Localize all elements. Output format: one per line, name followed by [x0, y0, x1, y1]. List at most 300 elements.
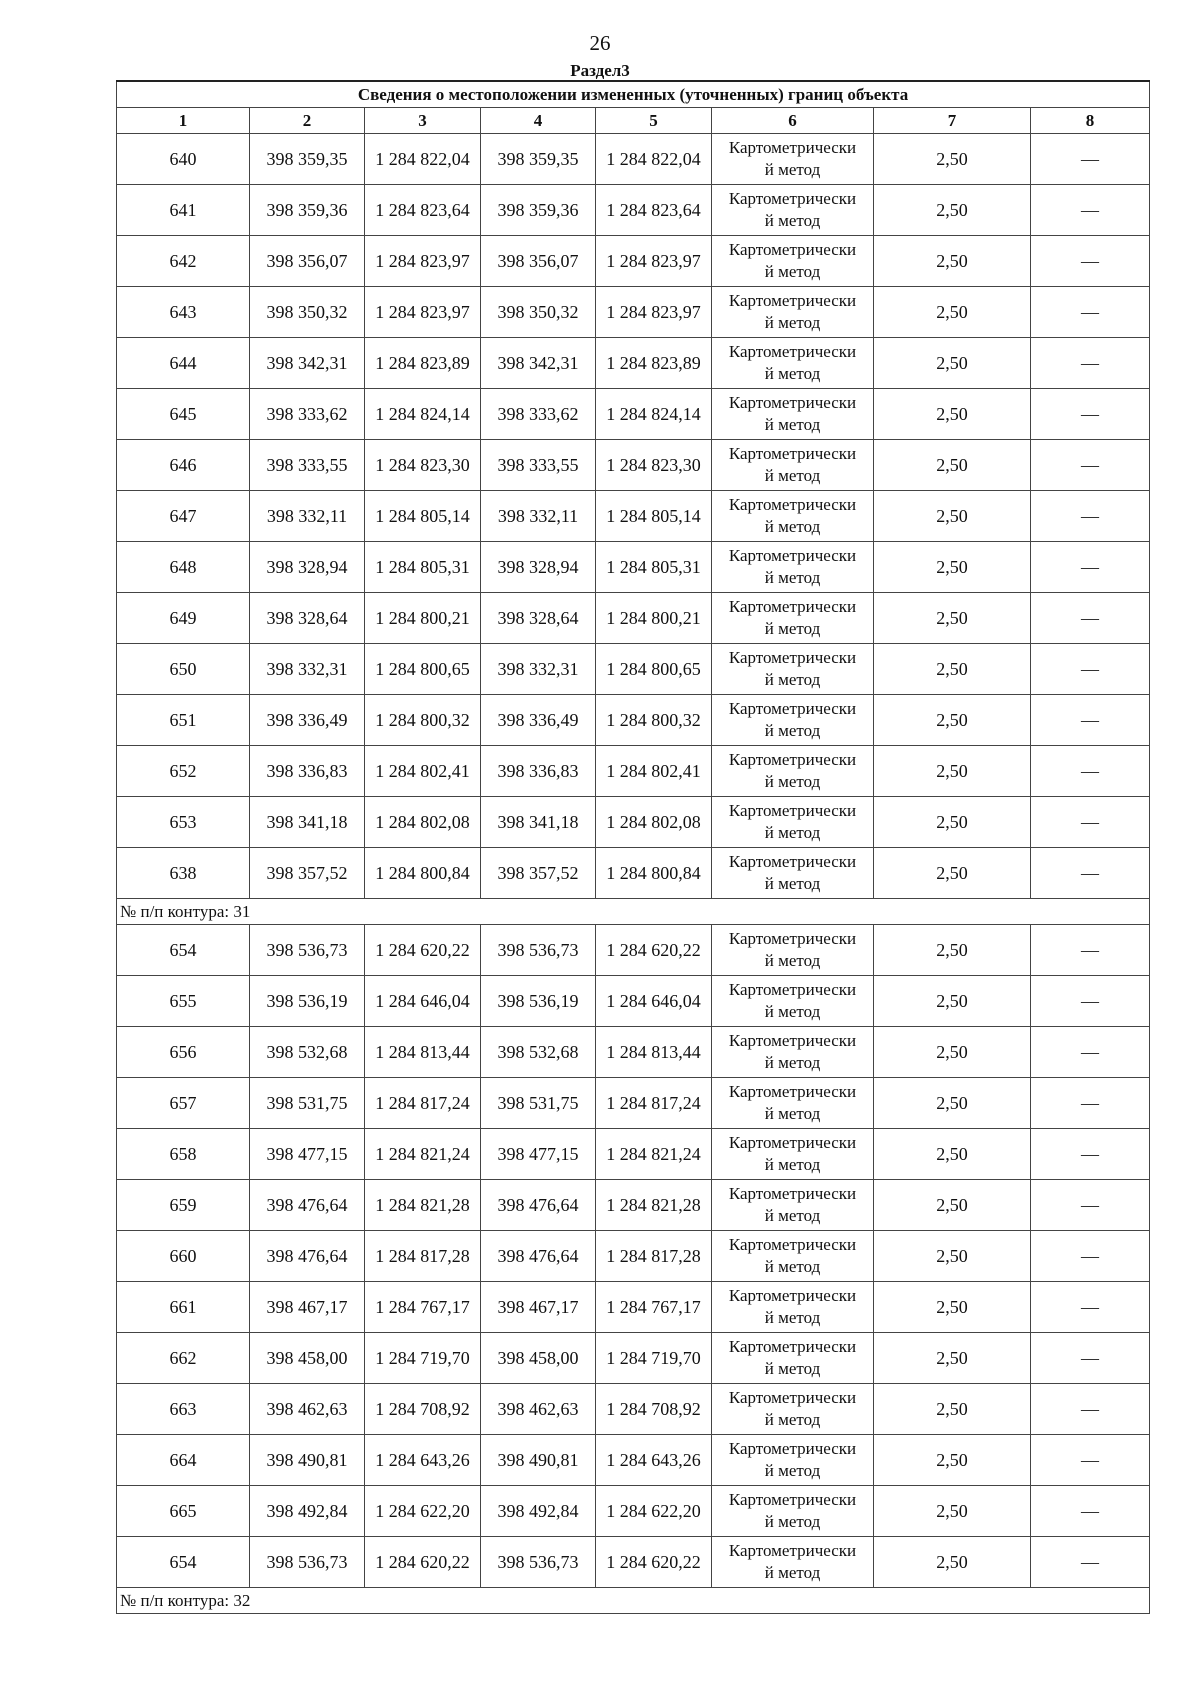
accuracy-cell: 2,50 — [874, 1486, 1031, 1537]
accuracy-cell: 2,50 — [874, 848, 1031, 899]
x-new-cell: 398 332,31 — [481, 644, 596, 695]
dash-cell: — — [1031, 1435, 1150, 1486]
method-line: й метод — [764, 1512, 821, 1531]
x-new-cell: 398 333,62 — [481, 389, 596, 440]
dash-cell: — — [1031, 1537, 1150, 1588]
method-line: Картометрически — [728, 291, 857, 310]
y-new-cell: 1 284 802,41 — [596, 746, 712, 797]
y-new-cell: 1 284 800,32 — [596, 695, 712, 746]
method-line: й метод — [764, 1257, 821, 1276]
point-number-cell: 644 — [117, 338, 250, 389]
method-line: Картометрически — [728, 1082, 857, 1101]
x-new-cell: 398 342,31 — [481, 338, 596, 389]
y-new-cell: 1 284 805,14 — [596, 491, 712, 542]
x-existing-cell: 398 536,73 — [250, 925, 365, 976]
accuracy-cell: 2,50 — [874, 1282, 1031, 1333]
table-row — [117, 1282, 1150, 1333]
table-row — [117, 185, 1150, 236]
point-number-cell: 642 — [117, 236, 250, 287]
y-new-cell: 1 284 823,89 — [596, 338, 712, 389]
y-existing-cell: 1 284 643,26 — [365, 1435, 481, 1486]
table-row — [117, 1027, 1150, 1078]
x-existing-cell: 398 477,15 — [250, 1129, 365, 1180]
contour-label: № п/п контура: 32 — [117, 1588, 1150, 1614]
x-new-cell: 398 336,83 — [481, 746, 596, 797]
x-new-cell: 398 536,73 — [481, 1537, 596, 1588]
contour-row — [117, 1588, 1150, 1614]
accuracy-cell: 2,50 — [874, 1333, 1031, 1384]
accuracy-cell: 2,50 — [874, 1384, 1031, 1435]
x-existing-cell: 398 336,49 — [250, 695, 365, 746]
x-new-cell: 398 476,64 — [481, 1180, 596, 1231]
y-existing-cell: 1 284 620,22 — [365, 925, 481, 976]
column-header: 5 — [596, 108, 712, 134]
method-line: Картометрически — [728, 750, 857, 769]
table-row — [117, 1231, 1150, 1282]
table-row — [117, 925, 1150, 976]
method-cell — [712, 848, 874, 899]
method-cell — [712, 976, 874, 1027]
y-existing-cell: 1 284 800,21 — [365, 593, 481, 644]
method-cell — [712, 287, 874, 338]
accuracy-cell: 2,50 — [874, 1231, 1031, 1282]
dash-cell: — — [1031, 925, 1150, 976]
method-cell — [712, 695, 874, 746]
dash-cell: — — [1031, 338, 1150, 389]
column-header: 7 — [874, 108, 1031, 134]
dash-cell: — — [1031, 976, 1150, 1027]
x-existing-cell: 398 342,31 — [250, 338, 365, 389]
x-new-cell: 398 332,11 — [481, 491, 596, 542]
method-line: Картометрически — [728, 648, 857, 667]
method-cell — [712, 746, 874, 797]
dash-cell: — — [1031, 542, 1150, 593]
accuracy-cell: 2,50 — [874, 644, 1031, 695]
method-cell — [712, 389, 874, 440]
dash-cell: — — [1031, 236, 1150, 287]
method-cell — [712, 1486, 874, 1537]
method-cell — [712, 185, 874, 236]
y-new-cell: 1 284 823,64 — [596, 185, 712, 236]
method-line: й метод — [764, 160, 821, 179]
point-number-cell: 643 — [117, 287, 250, 338]
y-existing-cell: 1 284 824,14 — [365, 389, 481, 440]
point-number-cell: 647 — [117, 491, 250, 542]
table-row — [117, 1537, 1150, 1588]
method-line: й метод — [764, 874, 821, 893]
method-line: й метод — [764, 823, 821, 842]
table-row — [117, 1180, 1150, 1231]
column-header: 2 — [250, 108, 365, 134]
method-line: й метод — [764, 1053, 821, 1072]
method-line: Картометрически — [728, 1337, 857, 1356]
method-cell — [712, 1129, 874, 1180]
method-cell — [712, 491, 874, 542]
x-existing-cell: 398 359,36 — [250, 185, 365, 236]
table-title: Сведения о местоположении измененных (уточненных) границ объекта — [117, 81, 1150, 108]
x-existing-cell: 398 536,19 — [250, 976, 365, 1027]
dash-cell: — — [1031, 1129, 1150, 1180]
table-row — [117, 1435, 1150, 1486]
method-line: Картометрически — [728, 444, 857, 463]
x-new-cell: 398 467,17 — [481, 1282, 596, 1333]
point-number-cell: 651 — [117, 695, 250, 746]
method-line: й метод — [764, 568, 821, 587]
method-line: й метод — [764, 951, 821, 970]
y-new-cell: 1 284 620,22 — [596, 1537, 712, 1588]
dash-cell: — — [1031, 797, 1150, 848]
y-existing-cell: 1 284 767,17 — [365, 1282, 481, 1333]
x-existing-cell: 398 476,64 — [250, 1231, 365, 1282]
method-cell — [712, 644, 874, 695]
method-line: й метод — [764, 313, 821, 332]
y-existing-cell: 1 284 822,04 — [365, 134, 481, 185]
table-row — [117, 134, 1150, 185]
point-number-cell: 641 — [117, 185, 250, 236]
method-cell — [712, 542, 874, 593]
table-row — [117, 542, 1150, 593]
point-number-cell: 660 — [117, 1231, 250, 1282]
y-new-cell: 1 284 800,84 — [596, 848, 712, 899]
method-line: й метод — [764, 211, 821, 230]
section-title: Раздел3 — [570, 61, 630, 80]
y-new-cell: 1 284 646,04 — [596, 976, 712, 1027]
column-header: 1 — [117, 108, 250, 134]
method-line: Картометрически — [728, 546, 857, 565]
point-number-cell: 657 — [117, 1078, 250, 1129]
y-new-cell: 1 284 823,97 — [596, 236, 712, 287]
dash-cell: — — [1031, 848, 1150, 899]
method-line: Картометрически — [728, 1184, 857, 1203]
y-new-cell: 1 284 817,24 — [596, 1078, 712, 1129]
y-existing-cell: 1 284 813,44 — [365, 1027, 481, 1078]
boundary-table — [116, 80, 1150, 1614]
y-new-cell: 1 284 767,17 — [596, 1282, 712, 1333]
method-line: Картометрически — [728, 1439, 857, 1458]
table-row — [117, 695, 1150, 746]
method-line: й метод — [764, 772, 821, 791]
table-row — [117, 236, 1150, 287]
method-line: й метод — [764, 1563, 821, 1582]
method-line: Картометрически — [728, 1490, 857, 1509]
y-new-cell: 1 284 822,04 — [596, 134, 712, 185]
dash-cell: — — [1031, 593, 1150, 644]
point-number-cell: 664 — [117, 1435, 250, 1486]
y-existing-cell: 1 284 821,24 — [365, 1129, 481, 1180]
y-existing-cell: 1 284 800,32 — [365, 695, 481, 746]
y-new-cell: 1 284 824,14 — [596, 389, 712, 440]
contour-row — [117, 899, 1150, 925]
method-cell — [712, 1027, 874, 1078]
accuracy-cell: 2,50 — [874, 925, 1031, 976]
y-new-cell: 1 284 708,92 — [596, 1384, 712, 1435]
x-new-cell: 398 350,32 — [481, 287, 596, 338]
y-existing-cell: 1 284 823,97 — [365, 236, 481, 287]
x-existing-cell: 398 333,62 — [250, 389, 365, 440]
y-new-cell: 1 284 620,22 — [596, 925, 712, 976]
point-number-cell: 652 — [117, 746, 250, 797]
x-new-cell: 398 357,52 — [481, 848, 596, 899]
x-existing-cell: 398 356,07 — [250, 236, 365, 287]
table-row — [117, 1486, 1150, 1537]
method-line: й метод — [764, 466, 821, 485]
dash-cell: — — [1031, 1078, 1150, 1129]
method-cell — [712, 1537, 874, 1588]
method-line: й метод — [764, 1155, 821, 1174]
dash-cell: — — [1031, 389, 1150, 440]
y-existing-cell: 1 284 823,97 — [365, 287, 481, 338]
method-line: й метод — [764, 517, 821, 536]
x-existing-cell: 398 467,17 — [250, 1282, 365, 1333]
accuracy-cell: 2,50 — [874, 1435, 1031, 1486]
x-existing-cell: 398 532,68 — [250, 1027, 365, 1078]
y-existing-cell: 1 284 620,22 — [365, 1537, 481, 1588]
x-existing-cell: 398 359,35 — [250, 134, 365, 185]
method-cell — [712, 1180, 874, 1231]
table-row — [117, 491, 1150, 542]
accuracy-cell: 2,50 — [874, 185, 1031, 236]
dash-cell: — — [1031, 1231, 1150, 1282]
x-existing-cell: 398 332,11 — [250, 491, 365, 542]
y-new-cell: 1 284 821,28 — [596, 1180, 712, 1231]
method-line: Картометрически — [728, 495, 857, 514]
point-number-cell: 665 — [117, 1486, 250, 1537]
dash-cell: — — [1031, 1384, 1150, 1435]
y-new-cell: 1 284 813,44 — [596, 1027, 712, 1078]
column-header-row — [117, 108, 1150, 134]
method-line: Картометрически — [728, 138, 857, 157]
method-cell — [712, 1282, 874, 1333]
dash-cell: — — [1031, 1180, 1150, 1231]
method-line: Картометрически — [728, 929, 857, 948]
y-existing-cell: 1 284 805,14 — [365, 491, 481, 542]
y-existing-cell: 1 284 821,28 — [365, 1180, 481, 1231]
y-existing-cell: 1 284 802,41 — [365, 746, 481, 797]
point-number-cell: 648 — [117, 542, 250, 593]
method-line: Картометрически — [728, 801, 857, 820]
point-number-cell: 655 — [117, 976, 250, 1027]
method-line: Картометрически — [728, 1286, 857, 1305]
method-cell — [712, 797, 874, 848]
method-line: й метод — [764, 1461, 821, 1480]
table-row — [117, 1333, 1150, 1384]
x-new-cell: 398 359,35 — [481, 134, 596, 185]
column-header: 8 — [1031, 108, 1150, 134]
dash-cell: — — [1031, 1333, 1150, 1384]
x-existing-cell: 398 328,94 — [250, 542, 365, 593]
y-new-cell: 1 284 800,65 — [596, 644, 712, 695]
point-number-cell: 653 — [117, 797, 250, 848]
x-existing-cell: 398 536,73 — [250, 1537, 365, 1588]
point-number-cell: 645 — [117, 389, 250, 440]
point-number-cell: 654 — [117, 925, 250, 976]
method-line: Картометрически — [728, 342, 857, 361]
method-cell — [712, 593, 874, 644]
x-existing-cell: 398 350,32 — [250, 287, 365, 338]
x-new-cell: 398 333,55 — [481, 440, 596, 491]
column-header: 4 — [481, 108, 596, 134]
y-existing-cell: 1 284 823,89 — [365, 338, 481, 389]
table-row — [117, 644, 1150, 695]
method-line: й метод — [764, 364, 821, 383]
y-existing-cell: 1 284 800,84 — [365, 848, 481, 899]
method-line: й метод — [764, 1359, 821, 1378]
dash-cell: — — [1031, 1486, 1150, 1537]
x-new-cell: 398 328,64 — [481, 593, 596, 644]
column-header: 3 — [365, 108, 481, 134]
method-cell — [712, 1333, 874, 1384]
x-existing-cell: 398 333,55 — [250, 440, 365, 491]
x-existing-cell: 398 341,18 — [250, 797, 365, 848]
x-new-cell: 398 356,07 — [481, 236, 596, 287]
accuracy-cell: 2,50 — [874, 746, 1031, 797]
x-new-cell: 398 458,00 — [481, 1333, 596, 1384]
method-line: Картометрически — [728, 393, 857, 412]
method-line: Картометрически — [728, 1235, 857, 1254]
contour-label: № п/п контура: 31 — [117, 899, 1150, 925]
method-line: й метод — [764, 1308, 821, 1327]
method-cell — [712, 925, 874, 976]
x-existing-cell: 398 332,31 — [250, 644, 365, 695]
table-row — [117, 287, 1150, 338]
accuracy-cell: 2,50 — [874, 338, 1031, 389]
method-cell — [712, 338, 874, 389]
method-cell — [712, 1078, 874, 1129]
accuracy-cell: 2,50 — [874, 593, 1031, 644]
method-line: й метод — [764, 619, 821, 638]
y-existing-cell: 1 284 622,20 — [365, 1486, 481, 1537]
accuracy-cell: 2,50 — [874, 440, 1031, 491]
dash-cell: — — [1031, 134, 1150, 185]
y-existing-cell: 1 284 719,70 — [365, 1333, 481, 1384]
accuracy-cell: 2,50 — [874, 976, 1031, 1027]
dash-cell: — — [1031, 1027, 1150, 1078]
x-new-cell: 398 492,84 — [481, 1486, 596, 1537]
accuracy-cell: 2,50 — [874, 1180, 1031, 1231]
x-new-cell: 398 462,63 — [481, 1384, 596, 1435]
x-existing-cell: 398 462,63 — [250, 1384, 365, 1435]
x-existing-cell: 398 531,75 — [250, 1078, 365, 1129]
table-row — [117, 746, 1150, 797]
y-existing-cell: 1 284 823,64 — [365, 185, 481, 236]
page-number: 26 — [589, 31, 611, 55]
x-new-cell: 398 476,64 — [481, 1231, 596, 1282]
table-row — [117, 797, 1150, 848]
accuracy-cell: 2,50 — [874, 1027, 1031, 1078]
method-line: й метод — [764, 415, 821, 434]
point-number-cell: 649 — [117, 593, 250, 644]
table-row — [117, 338, 1150, 389]
method-line: Картометрически — [728, 1031, 857, 1050]
y-existing-cell: 1 284 817,28 — [365, 1231, 481, 1282]
y-new-cell: 1 284 622,20 — [596, 1486, 712, 1537]
point-number-cell: 640 — [117, 134, 250, 185]
method-line: Картометрически — [728, 240, 857, 259]
accuracy-cell: 2,50 — [874, 1537, 1031, 1588]
point-number-cell: 654 — [117, 1537, 250, 1588]
x-existing-cell: 398 490,81 — [250, 1435, 365, 1486]
dash-cell: — — [1031, 287, 1150, 338]
y-new-cell: 1 284 719,70 — [596, 1333, 712, 1384]
point-number-cell: 662 — [117, 1333, 250, 1384]
method-cell — [712, 134, 874, 185]
y-new-cell: 1 284 805,31 — [596, 542, 712, 593]
table-row — [117, 1129, 1150, 1180]
x-existing-cell: 398 458,00 — [250, 1333, 365, 1384]
point-number-cell: 646 — [117, 440, 250, 491]
x-new-cell: 398 531,75 — [481, 1078, 596, 1129]
x-new-cell: 398 536,19 — [481, 976, 596, 1027]
method-cell — [712, 1384, 874, 1435]
y-existing-cell: 1 284 800,65 — [365, 644, 481, 695]
dash-cell: — — [1031, 491, 1150, 542]
table-row — [117, 848, 1150, 899]
method-line: й метод — [764, 1104, 821, 1123]
point-number-cell: 650 — [117, 644, 250, 695]
y-existing-cell: 1 284 805,31 — [365, 542, 481, 593]
method-line: Картометрически — [728, 1133, 857, 1152]
accuracy-cell: 2,50 — [874, 1078, 1031, 1129]
method-line: Картометрически — [728, 852, 857, 871]
method-line: й метод — [764, 670, 821, 689]
x-existing-cell: 398 476,64 — [250, 1180, 365, 1231]
method-line: й метод — [764, 262, 821, 281]
method-cell — [712, 1231, 874, 1282]
y-new-cell: 1 284 823,30 — [596, 440, 712, 491]
accuracy-cell: 2,50 — [874, 695, 1031, 746]
x-new-cell: 398 328,94 — [481, 542, 596, 593]
x-new-cell: 398 477,15 — [481, 1129, 596, 1180]
point-number-cell: 656 — [117, 1027, 250, 1078]
method-line: Картометрически — [728, 1541, 857, 1560]
method-cell — [712, 236, 874, 287]
y-new-cell: 1 284 823,97 — [596, 287, 712, 338]
method-line: Картометрически — [728, 980, 857, 999]
y-new-cell: 1 284 800,21 — [596, 593, 712, 644]
accuracy-cell: 2,50 — [874, 389, 1031, 440]
point-number-cell: 658 — [117, 1129, 250, 1180]
point-number-cell: 661 — [117, 1282, 250, 1333]
accuracy-cell: 2,50 — [874, 797, 1031, 848]
accuracy-cell: 2,50 — [874, 236, 1031, 287]
method-line: й метод — [764, 1410, 821, 1429]
dash-cell: — — [1031, 440, 1150, 491]
point-number-cell: 659 — [117, 1180, 250, 1231]
x-existing-cell: 398 357,52 — [250, 848, 365, 899]
method-line: Картометрически — [728, 189, 857, 208]
method-line: й метод — [764, 1206, 821, 1225]
method-line: й метод — [764, 1002, 821, 1021]
method-line: Картометрически — [728, 1388, 857, 1407]
method-line: Картометрически — [728, 699, 857, 718]
x-new-cell: 398 532,68 — [481, 1027, 596, 1078]
y-existing-cell: 1 284 646,04 — [365, 976, 481, 1027]
dash-cell: — — [1031, 1282, 1150, 1333]
x-existing-cell: 398 336,83 — [250, 746, 365, 797]
table-row — [117, 389, 1150, 440]
y-existing-cell: 1 284 802,08 — [365, 797, 481, 848]
accuracy-cell: 2,50 — [874, 491, 1031, 542]
table-row — [117, 440, 1150, 491]
y-existing-cell: 1 284 823,30 — [365, 440, 481, 491]
table-row — [117, 1384, 1150, 1435]
x-new-cell: 398 359,36 — [481, 185, 596, 236]
table-body — [117, 81, 1150, 1614]
x-existing-cell: 398 492,84 — [250, 1486, 365, 1537]
dash-cell: — — [1031, 644, 1150, 695]
x-existing-cell: 398 328,64 — [250, 593, 365, 644]
dash-cell: — — [1031, 695, 1150, 746]
